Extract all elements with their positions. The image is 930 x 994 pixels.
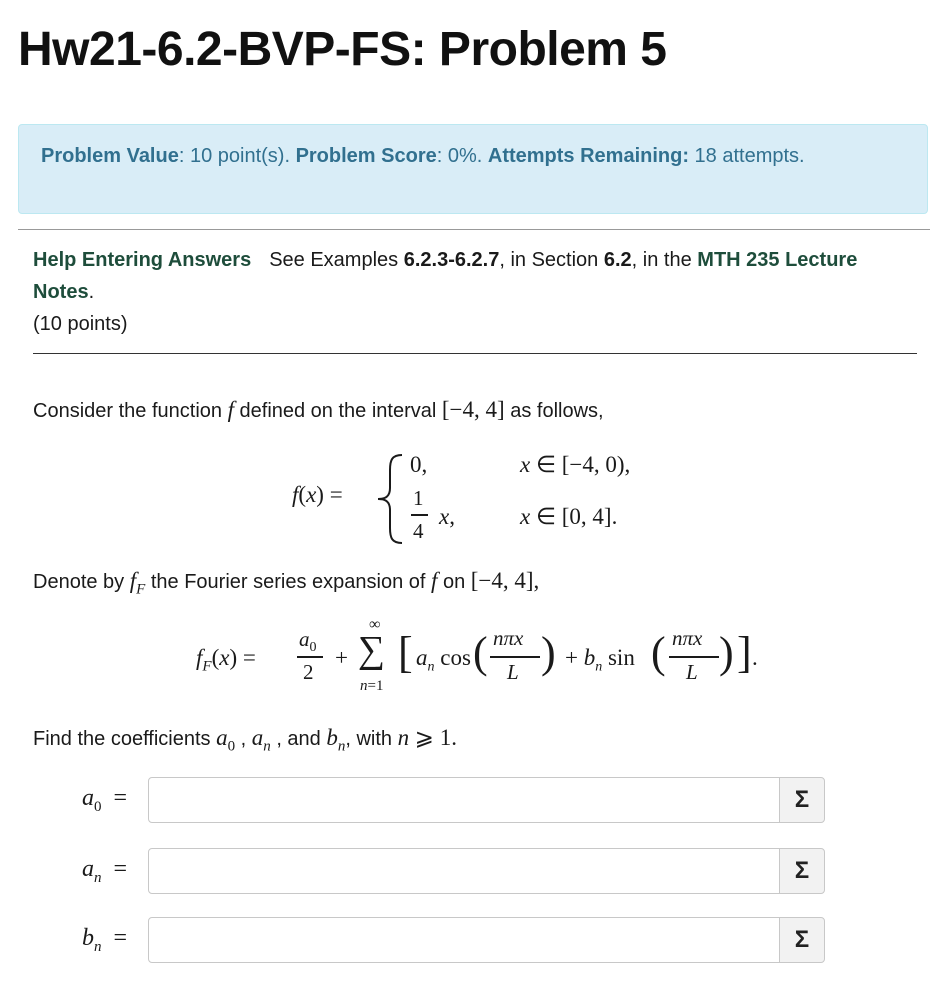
denote-text: Denote by $f_F$ the Fourier series expansion of f on [−4, 4], — [33, 568, 540, 598]
divider — [18, 229, 930, 230]
attempts-remaining-text: 18 attempts. — [689, 145, 805, 167]
help-text-in-section: , in Section — [499, 249, 604, 271]
left-brace — [372, 452, 412, 546]
answer-label-an: $a_n$ = — [82, 856, 128, 886]
help-entering-answers-link[interactable]: Help Entering Answers — [33, 249, 252, 271]
attempts-remaining-label: Attempts Remaining: — [487, 145, 689, 167]
help-text-in-the: , in the — [631, 249, 698, 271]
answer-input-bn[interactable] — [148, 917, 780, 963]
lecture-notes-link[interactable]: MTH 235 Lecture Notes — [33, 249, 858, 303]
find-text: Find the coefficients $a_0$ , $a_n$ , and $b_n$, with n ⩾ 1. — [33, 725, 457, 755]
points-text: (10 points) — [33, 313, 128, 335]
divider — [33, 353, 917, 354]
answer-label-bn: $b_n$ = — [82, 925, 128, 955]
help-section — [33, 244, 913, 340]
equation-editor-button-a0[interactable]: Σ — [779, 777, 825, 823]
equation-editor-button-bn[interactable]: Σ — [779, 917, 825, 963]
interval-value: [−4, 4] — [441, 397, 505, 422]
problem-score-label: Problem Score — [295, 145, 437, 167]
answer-label-a0: $a_0$ = — [82, 785, 128, 815]
answer-input-a0[interactable] — [148, 777, 780, 823]
consider-text: Consider the function f defined on the interval [−4, 4] as follows, — [33, 397, 604, 422]
help-section-number: 6.2 — [603, 249, 632, 271]
help-text-see: See Examples — [269, 249, 404, 271]
answer-input-an[interactable] — [148, 848, 780, 894]
help-examples: 6.2.3-6.2.7 — [403, 249, 500, 271]
problem-score-text: : 0%. — [436, 145, 488, 167]
problem-value-label: Problem Value — [41, 145, 179, 167]
problem-value-text: : 10 point(s). — [178, 145, 296, 167]
help-period: . — [88, 281, 95, 303]
problem-info-box — [18, 124, 928, 214]
equation-editor-button-an[interactable]: Σ — [779, 848, 825, 894]
page-title: Hw21-6.2-BVP-FS: Problem 5 — [18, 23, 667, 76]
